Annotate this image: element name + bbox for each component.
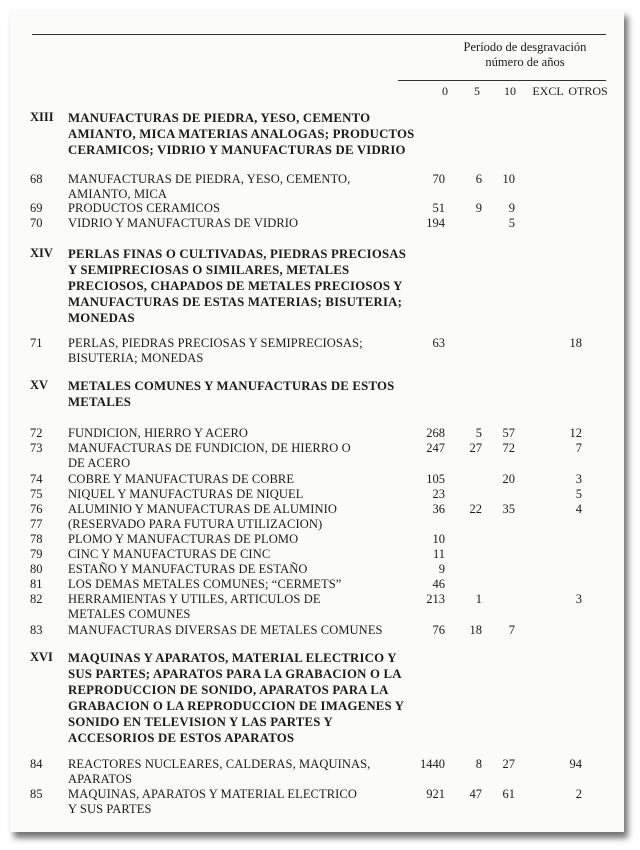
value-10-years: 72	[502, 441, 515, 455]
value-0-years: 268	[426, 426, 445, 440]
section-title-line: Y SEMIPRECIOSAS O SIMILARES, METALES	[68, 263, 350, 277]
chapter-description-line: NIQUEL Y MANUFACTURAS DE NIQUEL	[68, 487, 304, 501]
section-title	[68, 378, 394, 410]
col-head-excl: EXCL	[532, 84, 564, 98]
section-title-line: METALES	[68, 395, 132, 409]
chapter-code: 79	[30, 547, 43, 561]
value-otros: 18	[569, 336, 582, 350]
value-0-years: 9	[438, 562, 445, 576]
value-0-years: 36	[432, 502, 445, 516]
value-5-years: 27	[469, 441, 482, 455]
value-10-years: 35	[502, 502, 515, 516]
col-head-otros: OTROS	[568, 84, 608, 98]
chapter-description	[68, 216, 298, 231]
chapter-description-line: ALUMINIO Y MANUFACTURAS DE ALUMINIO	[68, 502, 338, 516]
value-otros: 7	[575, 441, 582, 455]
value-0-years: 70	[432, 172, 445, 186]
section-title	[68, 246, 406, 326]
chapter-description-line: COBRE Y MANUFACTURAS DE COBRE	[68, 472, 295, 486]
section-title-line: CERAMICOS; VIDRIO Y MANUFACTURAS DE VIDRIO	[68, 143, 406, 157]
header-subrule	[398, 80, 606, 81]
value-10-years: 27	[502, 757, 515, 771]
chapter-code: 68	[30, 172, 43, 186]
chapter-code: 82	[30, 592, 43, 606]
top-rule	[32, 34, 606, 35]
chapter-description-line: MAQUINAS, APARATOS Y MATERIAL ELECTRICO	[68, 787, 357, 801]
chapter-description	[68, 201, 220, 216]
chapter-description	[68, 472, 294, 487]
chapter-description-line: REACTORES NUCLEARES, CALDERAS, MAQUINAS,	[68, 757, 371, 771]
chapter-description-line: ESTAÑO Y MANUFACTURAS DE ESTAÑO	[68, 562, 308, 576]
value-otros: 3	[575, 592, 582, 606]
chapter-description-line: VIDRIO Y MANUFACTURAS DE VIDRIO	[68, 216, 299, 230]
section-title-line: SUS PARTES; APARATOS PARA LA GRABACION O LA	[68, 667, 402, 681]
chapter-code: 84	[30, 757, 43, 771]
chapter-description	[68, 532, 298, 547]
value-5-years: 6	[475, 172, 482, 186]
section-title-line: SONIDO EN TELEVISION Y LAS PARTES Y	[68, 715, 333, 729]
col-head-10: 10	[504, 84, 516, 98]
chapter-code: 85	[30, 787, 43, 801]
value-10-years: 9	[508, 201, 515, 215]
chapter-description-line: DE ACERO	[68, 456, 131, 470]
chapter-description	[68, 547, 270, 562]
section-title	[68, 110, 415, 158]
chapter-code: 76	[30, 502, 43, 516]
value-otros: 2	[575, 787, 582, 801]
value-5-years: 1	[475, 592, 482, 606]
value-otros: 94	[569, 757, 582, 771]
value-5-years: 47	[469, 787, 482, 801]
value-5-years: 9	[475, 201, 482, 215]
chapter-description	[68, 426, 248, 441]
value-0-years: 213	[426, 592, 445, 606]
chapter-description-line: PLOMO Y MANUFACTURAS DE PLOMO	[68, 532, 299, 546]
chapter-code: 81	[30, 577, 43, 591]
chapter-code: 83	[30, 623, 43, 637]
value-0-years: 105	[426, 472, 445, 486]
value-10-years: 5	[508, 216, 515, 230]
value-5-years: 8	[475, 757, 482, 771]
section-title-line: MANUFACTURAS DE PIEDRA, YESO, CEMENTO	[68, 111, 371, 125]
section-number: XIV	[30, 246, 53, 260]
value-10-years: 57	[502, 426, 515, 440]
chapter-description-line: METALES COMUNES	[68, 607, 191, 621]
chapter-description-line: LOS DEMAS METALES COMUNES; “CERMETS”	[68, 577, 342, 591]
chapter-description-line: APARATOS	[68, 772, 133, 786]
chapter-description	[68, 517, 322, 532]
value-otros: 3	[575, 472, 582, 486]
chapter-description-line: PERLAS, PIEDRAS PRECIOSAS Y SEMIPRECIOSAS;	[68, 336, 363, 350]
chapter-description-line: FUNDICION, HIERRO Y ACERO	[68, 426, 249, 440]
chapter-code: 74	[30, 472, 43, 486]
value-5-years: 5	[475, 426, 482, 440]
col-head-5: 5	[474, 84, 480, 98]
section-title-line: METALES COMUNES Y MANUFACTURAS DE ESTOS	[68, 379, 395, 393]
value-otros: 12	[569, 426, 582, 440]
value-10-years: 20	[502, 472, 515, 486]
chapter-description	[68, 441, 351, 471]
chapter-code: 75	[30, 487, 43, 501]
period-header-line1: Período de desgravación	[463, 40, 587, 54]
chapter-code: 73	[30, 441, 43, 455]
value-10-years: 10	[502, 172, 515, 186]
value-0-years: 76	[432, 623, 445, 637]
value-10-years: 61	[502, 787, 515, 801]
chapter-description	[68, 577, 341, 592]
value-0-years: 1440	[420, 757, 445, 771]
section-title-line: MANUFACTURAS DE ESTAS MATERIAS; BISUTERIA;	[68, 295, 403, 309]
value-0-years: 51	[432, 201, 445, 215]
section-title-line: ACCESORIOS DE ESTOS APARATOS	[68, 731, 295, 745]
chapter-code: 72	[30, 426, 43, 440]
section-title-line: MAQUINAS Y APARATOS, MATERIAL ELECTRICO Y	[68, 651, 397, 665]
chapter-description	[68, 787, 357, 817]
chapter-description-line: CINC Y MANUFACTURAS DE CINC	[68, 547, 271, 561]
value-10-years: 7	[508, 623, 515, 637]
value-otros: 5	[575, 487, 582, 501]
document-page	[10, 10, 624, 832]
chapter-description-line: Y SUS PARTES	[68, 802, 152, 816]
value-5-years: 18	[469, 623, 482, 637]
chapter-description	[68, 172, 350, 202]
chapter-description	[68, 623, 383, 638]
value-0-years: 63	[432, 336, 445, 350]
value-0-years: 46	[432, 577, 445, 591]
value-0-years: 23	[432, 487, 445, 501]
chapter-code: 70	[30, 216, 43, 230]
chapter-code: 71	[30, 336, 43, 350]
chapter-description-line: MANUFACTURAS DE PIEDRA, YESO, CEMENTO,	[68, 172, 351, 186]
chapter-description-line: BISUTERIA; MONEDAS	[68, 351, 204, 365]
section-number: XVI	[30, 650, 53, 664]
col-head-0: 0	[442, 84, 448, 98]
value-0-years: 10	[432, 532, 445, 546]
chapter-description-line: AMIANTO, MICA	[68, 187, 167, 201]
value-0-years: 921	[426, 787, 445, 801]
chapter-code: 69	[30, 201, 43, 215]
chapter-description	[68, 336, 363, 366]
value-0-years: 194	[426, 216, 445, 230]
value-0-years: 11	[432, 547, 445, 561]
section-title-line: PERLAS FINAS O CULTIVADAS, PIEDRAS PRECIOSAS	[68, 247, 407, 261]
section-title-line: GRABACION O LA REPRODUCCION DE IMAGENES Y	[68, 699, 405, 713]
chapter-description-line: PRODUCTOS CERAMICOS	[68, 201, 221, 215]
chapter-description	[68, 562, 308, 577]
section-title	[68, 650, 404, 746]
chapter-description-line: (RESERVADO PARA FUTURA UTILIZACION)	[68, 517, 323, 531]
chapter-description-line: MANUFACTURAS DIVERSAS DE METALES COMUNES	[68, 623, 383, 637]
chapter-description-line: HERRAMIENTAS Y UTILES, ARTICULOS DE	[68, 592, 321, 606]
section-title-line: PRECIOSOS, CHAPADOS DE METALES PRECIOSOS Y	[68, 279, 403, 293]
section-number: XIII	[30, 110, 54, 124]
chapter-description-line: MANUFACTURAS DE FUNDICION, DE HIERRO O	[68, 441, 351, 455]
chapter-description	[68, 592, 321, 622]
chapter-code: 77	[30, 517, 43, 531]
section-number: XV	[30, 378, 49, 392]
section-title-line: MONEDAS	[68, 311, 135, 325]
chapter-code: 80	[30, 562, 43, 576]
value-otros: 4	[575, 502, 582, 516]
value-0-years: 247	[426, 441, 445, 455]
value-5-years: 22	[469, 502, 482, 516]
section-title-line: AMIANTO, MICA MATERIAS ANALOGAS; PRODUCTOS	[68, 127, 415, 141]
chapter-description	[68, 502, 337, 517]
section-title-line: REPRODUCCION DE SONIDO, APARATOS PARA LA	[68, 683, 389, 697]
chapter-description	[68, 487, 304, 502]
chapter-code: 78	[30, 532, 43, 546]
chapter-description	[68, 757, 370, 787]
period-header	[430, 40, 620, 70]
period-header-line2: número de años	[485, 55, 565, 69]
